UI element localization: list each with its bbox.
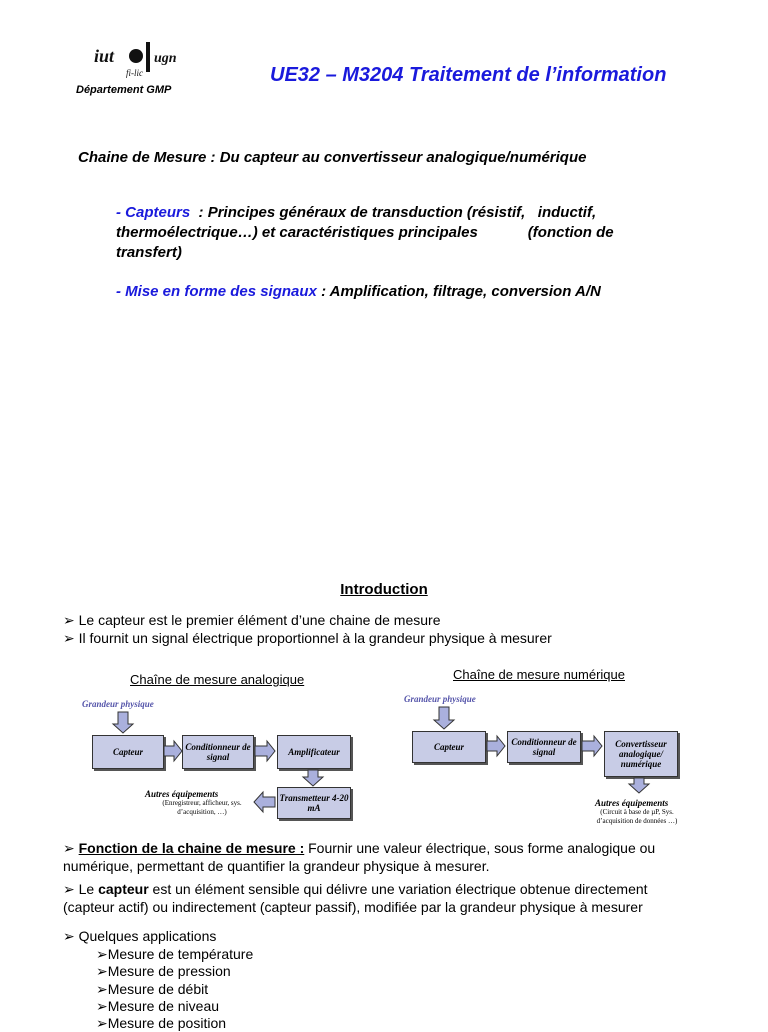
svg-text:fi-lic: fi-lic — [126, 68, 143, 78]
intro-line-2: ➢ Il fournit un signal électrique proportionnel à la grandeur physique à mesurer — [63, 630, 552, 646]
bullet-dash: - — [116, 283, 126, 300]
numeric-autres-detail: (Circuit à base de µP, Sys. d’acquisition de données …) — [596, 808, 678, 825]
fonction-line1: Fournir une valeur électrique, sous forme analogique ou — [304, 840, 656, 856]
intro-line-1: ➢ Le capteur est le premier élément d’une chaine de mesure — [63, 612, 441, 628]
analog-conditionneur-box: Conditionneur de signal — [182, 735, 254, 769]
arrow-right-icon — [582, 736, 602, 756]
capteurs-line2: thermoélectrique…) et caractéristiques principales (fonction de — [116, 224, 614, 241]
analog-amplificateur-box: Amplificateur — [277, 735, 351, 769]
arrow-left-icon — [254, 792, 275, 812]
arrow-right-icon — [164, 741, 182, 761]
arrow-right-icon — [487, 736, 505, 756]
svg-text:iut: iut — [94, 46, 115, 66]
list-item: ➢Mesure de position — [96, 1015, 227, 1031]
list-item: ➢Mesure de pression — [96, 963, 231, 979]
capteur-line2: (capteur actif) ou indirectement (capteur passif), modifiée par la grandeur physique à mesurer — [63, 899, 643, 915]
mise-en-forme-keyword: Mise en forme des signaux — [125, 283, 317, 300]
analog-autres-label: Autres équipements — [145, 789, 219, 799]
list-item: ➢Mesure de niveau — [96, 998, 220, 1014]
analog-transmetteur-box: Transmetteur 4-20 mA — [277, 787, 351, 819]
numeric-convertisseur-box: Convertisseur analogique/ numérique — [604, 731, 678, 777]
capteur-paragraph — [63, 880, 753, 916]
numeric-conditionneur-box: Conditionneur de signal — [507, 731, 581, 763]
capteurs-keyword: Capteurs — [125, 204, 191, 221]
numeric-autres-label: Autres équipements — [595, 798, 669, 808]
arrow-right-icon — [255, 741, 275, 761]
department-label: Département GMP — [76, 84, 172, 96]
analog-capteur-box: Capteur — [92, 735, 164, 769]
arrow-down-icon — [303, 770, 323, 786]
arrow-down-icon — [113, 712, 133, 733]
arrow-down-icon — [629, 778, 649, 793]
list-item: ➢Mesure de température — [96, 946, 254, 962]
capteurs-line1: : Principes généraux de transduction (résistif, inductif, — [190, 204, 597, 221]
fonction-paragraph — [63, 839, 743, 875]
chain-title: Chaine de Mesure : Du capteur au convertisseur analogique/numérique — [78, 149, 587, 166]
numeric-capteur-box: Capteur — [412, 731, 486, 763]
fonction-line2: numérique, permettant de quantifier la grandeur physique à mesurer. — [63, 858, 490, 874]
svg-text:ugn: ugn — [154, 51, 177, 66]
list-item: ➢Mesure de débit — [96, 981, 209, 997]
capteurs-line3: transfert) — [116, 244, 182, 261]
analog-autres-detail: (Enregistreur, afficheur, sys. d’acquisition, …) — [162, 799, 242, 816]
bullet-dash: - — [116, 204, 126, 221]
capteur-keyword: capteur — [98, 881, 149, 897]
introduction-heading: Introduction — [340, 581, 428, 598]
mise-en-forme-rest: : Amplification, filtrage, conversion A/N — [316, 283, 601, 300]
analog-input-label: Grandeur physique — [82, 699, 154, 709]
analog-chain-title: Chaîne de mesure analogique — [130, 672, 305, 687]
fonction-keyword: Fonction de la chaine de mesure : — [78, 840, 305, 856]
numeric-chain-title: Chaîne de mesure numérique — [453, 667, 625, 682]
numeric-input-label: Grandeur physique — [404, 694, 476, 704]
capteur-line1: est un élément sensible qui délivre une variation électrique obtenue directement — [148, 881, 648, 897]
arrow-down-icon — [434, 707, 454, 729]
bullet-marker: ➢ — [63, 840, 79, 856]
page-title: UE32 – M3204 Traitement de l’information — [270, 64, 667, 86]
applications-title: ➢ Quelques applications — [63, 928, 217, 944]
capteur-prefix: ➢ Le — [63, 881, 99, 897]
